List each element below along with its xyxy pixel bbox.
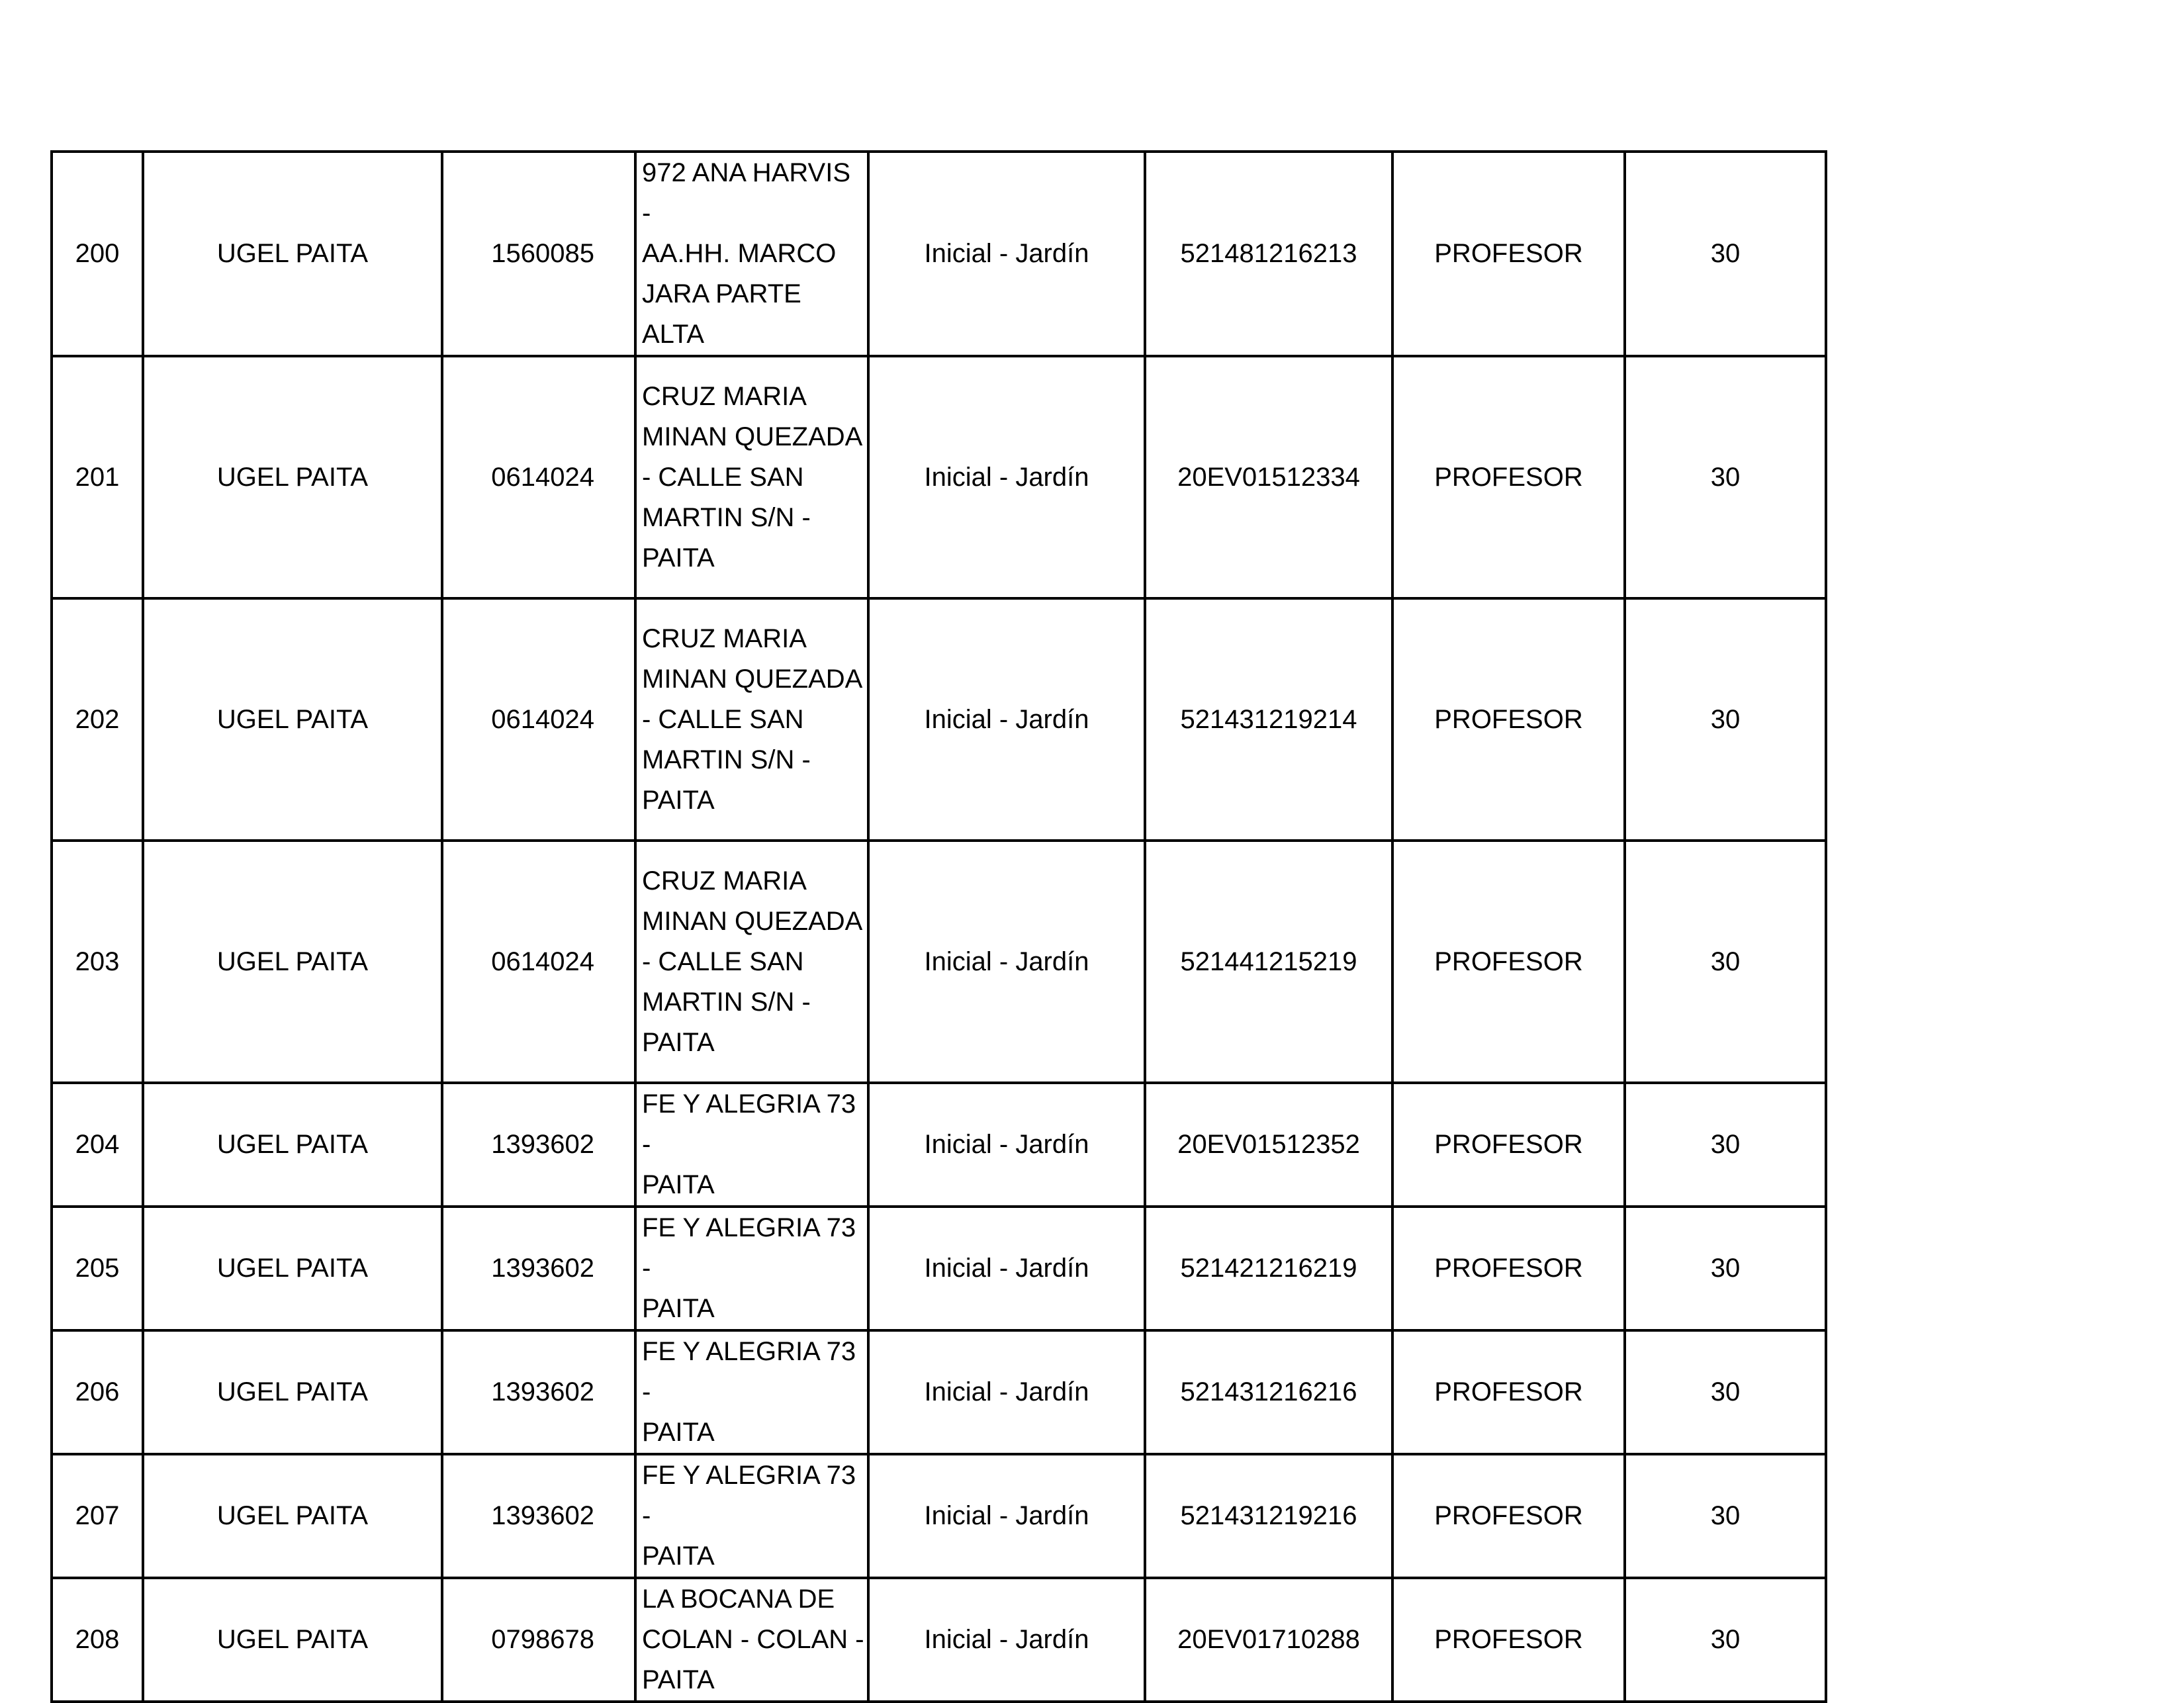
institution-line: PAITA xyxy=(642,785,715,815)
level-cell: Inicial - Jardín xyxy=(868,1330,1145,1454)
institution-line: PAITA xyxy=(642,1542,715,1571)
ugel-cell: UGEL PAITA xyxy=(143,1454,442,1578)
row-number: 201 xyxy=(52,356,143,598)
ugel-cell: UGEL PAITA xyxy=(143,841,442,1083)
institution-line: - CALLE SAN xyxy=(642,462,804,492)
institution-line: COLAN - COLAN - xyxy=(642,1625,864,1654)
position-cell: PROFESOR xyxy=(1392,1578,1625,1702)
level-cell: Inicial - Jardín xyxy=(868,1083,1145,1207)
modular-code-cell: 1560085 xyxy=(442,152,635,356)
institution-cell xyxy=(635,152,868,356)
plaza-code-cell: 20EV01710288 xyxy=(1145,1578,1392,1702)
table-row xyxy=(52,1083,1826,1207)
institution-cell xyxy=(635,1083,868,1207)
hours-cell: 30 xyxy=(1625,841,1826,1083)
hours-cell: 30 xyxy=(1625,1207,1826,1330)
plaza-code-cell: 521431219216 xyxy=(1145,1454,1392,1578)
modular-code-cell: 1393602 xyxy=(442,1207,635,1330)
institution-line: MARTIN S/N - xyxy=(642,987,811,1017)
institution-cell xyxy=(635,841,868,1083)
row-number: 202 xyxy=(52,598,143,841)
table-row xyxy=(52,1454,1826,1578)
institution-line: LA BOCANA DE xyxy=(642,1585,835,1614)
level-cell: Inicial - Jardín xyxy=(868,598,1145,841)
hours-cell: 30 xyxy=(1625,1330,1826,1454)
table-row xyxy=(52,1207,1826,1330)
row-number: 207 xyxy=(52,1454,143,1578)
ugel-cell: UGEL PAITA xyxy=(143,1207,442,1330)
position-cell: PROFESOR xyxy=(1392,1083,1625,1207)
institution-line: PAITA xyxy=(642,1294,715,1323)
institution-line: CRUZ MARIA xyxy=(642,381,807,411)
modular-code-cell: 0798678 xyxy=(442,1578,635,1702)
plaza-code-cell: 521431216216 xyxy=(1145,1330,1392,1454)
table-row xyxy=(52,356,1826,598)
institution-line: PAITA xyxy=(642,543,715,573)
institution-line: FE Y ALEGRIA 73 - xyxy=(642,1089,856,1159)
row-number: 203 xyxy=(52,841,143,1083)
institution-line: PAITA xyxy=(642,1418,715,1447)
level-cell: Inicial - Jardín xyxy=(868,1207,1145,1330)
institution-cell xyxy=(635,1330,868,1454)
institution-line: JARA PARTE ALTA xyxy=(642,279,801,349)
table-row xyxy=(52,841,1826,1083)
modular-code-cell: 0614024 xyxy=(442,598,635,841)
position-cell: PROFESOR xyxy=(1392,356,1625,598)
table-row xyxy=(52,598,1826,841)
hours-cell: 30 xyxy=(1625,1578,1826,1702)
institution-line: PAITA xyxy=(642,1027,715,1057)
institution-line: MARTIN S/N - xyxy=(642,745,811,774)
hours-cell: 30 xyxy=(1625,152,1826,356)
plaza-code-cell: 20EV01512334 xyxy=(1145,356,1392,598)
modular-code-cell: 1393602 xyxy=(442,1454,635,1578)
ugel-cell: UGEL PAITA xyxy=(143,152,442,356)
institution-cell xyxy=(635,1207,868,1330)
institution-line: 972 ANA HARVIS - xyxy=(642,158,850,228)
position-cell: PROFESOR xyxy=(1392,152,1625,356)
institution-line: PAITA xyxy=(642,1170,715,1199)
institution-cell xyxy=(635,1454,868,1578)
ugel-cell: UGEL PAITA xyxy=(143,598,442,841)
institution-line: CRUZ MARIA xyxy=(642,866,807,896)
position-cell: PROFESOR xyxy=(1392,841,1625,1083)
position-cell: PROFESOR xyxy=(1392,1454,1625,1578)
table-body xyxy=(52,152,1826,1702)
table-row xyxy=(52,1330,1826,1454)
institution-line: - CALLE SAN xyxy=(642,704,804,734)
position-cell: PROFESOR xyxy=(1392,598,1625,841)
institution-line: MINAN QUEZADA xyxy=(642,906,863,936)
table-row xyxy=(52,152,1826,356)
ugel-cell: UGEL PAITA xyxy=(143,1330,442,1454)
modular-code-cell: 0614024 xyxy=(442,841,635,1083)
hours-cell: 30 xyxy=(1625,1083,1826,1207)
level-cell: Inicial - Jardín xyxy=(868,356,1145,598)
institution-line: MINAN QUEZADA xyxy=(642,664,863,694)
institution-cell xyxy=(635,1578,868,1702)
row-number: 204 xyxy=(52,1083,143,1207)
row-number: 205 xyxy=(52,1207,143,1330)
hours-cell: 30 xyxy=(1625,598,1826,841)
table-row xyxy=(52,1578,1826,1702)
institution-cell xyxy=(635,598,868,841)
institution-cell xyxy=(635,356,868,598)
institution-line: CRUZ MARIA xyxy=(642,623,807,653)
level-cell: Inicial - Jardín xyxy=(868,152,1145,356)
level-cell: Inicial - Jardín xyxy=(868,1454,1145,1578)
plaza-code-cell: 20EV01512352 xyxy=(1145,1083,1392,1207)
row-number: 200 xyxy=(52,152,143,356)
row-number: 208 xyxy=(52,1578,143,1702)
level-cell: Inicial - Jardín xyxy=(868,1578,1145,1702)
plazas-table xyxy=(50,150,1827,1703)
hours-cell: 30 xyxy=(1625,356,1826,598)
modular-code-cell: 1393602 xyxy=(442,1330,635,1454)
hours-cell: 30 xyxy=(1625,1454,1826,1578)
institution-line: PAITA xyxy=(642,1665,715,1694)
level-cell: Inicial - Jardín xyxy=(868,841,1145,1083)
ugel-cell: UGEL PAITA xyxy=(143,1083,442,1207)
row-number: 206 xyxy=(52,1330,143,1454)
plaza-code-cell: 521441215219 xyxy=(1145,841,1392,1083)
position-cell: PROFESOR xyxy=(1392,1207,1625,1330)
modular-code-cell: 0614024 xyxy=(442,356,635,598)
institution-line: FE Y ALEGRIA 73 - xyxy=(642,1461,856,1530)
plaza-code-cell: 521431219214 xyxy=(1145,598,1392,841)
institution-line: MINAN QUEZADA xyxy=(642,422,863,451)
institution-line: AA.HH. MARCO xyxy=(642,239,837,268)
ugel-cell: UGEL PAITA xyxy=(143,1578,442,1702)
ugel-cell: UGEL PAITA xyxy=(143,356,442,598)
institution-line: FE Y ALEGRIA 73 - xyxy=(642,1337,856,1406)
institution-line: - CALLE SAN xyxy=(642,946,804,976)
position-cell: PROFESOR xyxy=(1392,1330,1625,1454)
modular-code-cell: 1393602 xyxy=(442,1083,635,1207)
institution-line: FE Y ALEGRIA 73 - xyxy=(642,1213,856,1283)
plaza-code-cell: 521481216213 xyxy=(1145,152,1392,356)
plaza-code-cell: 521421216219 xyxy=(1145,1207,1392,1330)
institution-line: MARTIN S/N - xyxy=(642,502,811,532)
